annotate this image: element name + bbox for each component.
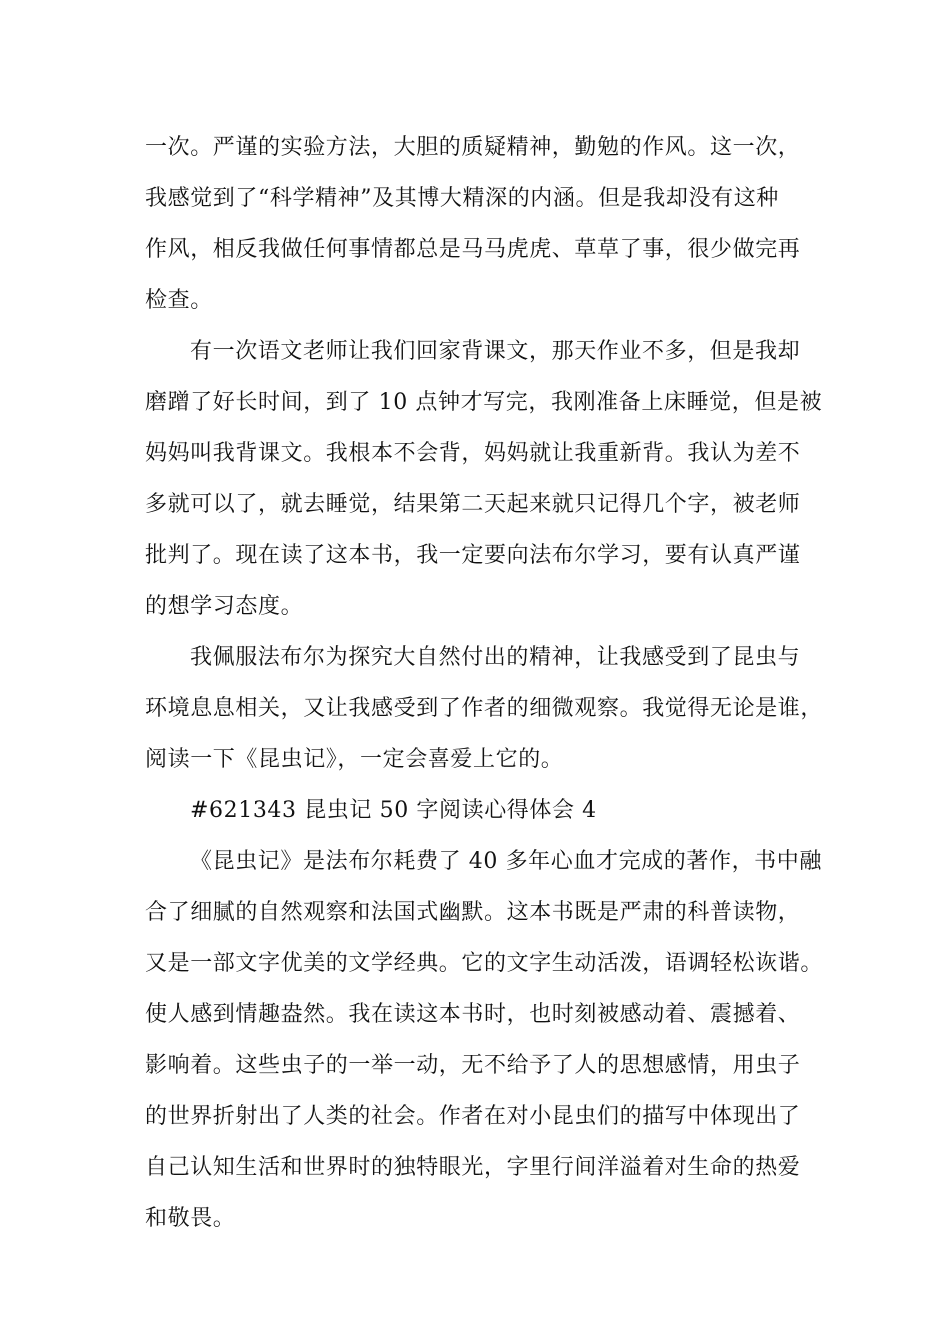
- text-line: 环境息息相关，又让我感受到了作者的细微观察。我觉得无论是谁，: [145, 696, 824, 721]
- text-line: 我感觉到了“科学精神”及其博大精深的内涵。但是我却没有这种: [145, 186, 779, 211]
- text-line: 作风，相反我做任何事情都总是马马虎虎、草草了事，很少做完再: [145, 237, 801, 262]
- paragraph-first-line: 我佩服法布尔为探究大自然付出的精神，让我感受到了昆虫与: [190, 645, 801, 670]
- text-line: 自己认知生活和世界时的独特眼光，字里行间洋溢着对生命的热爱: [145, 1155, 801, 1180]
- paragraph-first-line: 有一次语文老师让我们回家背课文，那天作业不多，但是我却: [190, 339, 801, 364]
- paragraph-first-line: 《昆虫记》是法布尔耗费了 40 多年心血才完成的著作，书中融: [190, 849, 822, 874]
- text-line: 一次。严谨的实验方法，大胆的质疑精神，勤勉的作风。这一次，: [145, 135, 801, 160]
- text-line: 阅读一下《昆虫记》，一定会喜爱上它的。: [145, 747, 564, 772]
- text-line: 影响着。这些虫子的一举一动，无不给予了人的思想感情，用虫子: [145, 1053, 801, 1078]
- text-line: 合了细腻的自然观察和法国式幽默。这本书既是严肃的科普读物，: [145, 900, 801, 925]
- text-line: 的世界折射出了人类的社会。作者在对小昆虫们的描写中体现出了: [145, 1104, 801, 1129]
- text-line: 使人感到情趣盎然。我在读这本书时，也时刻被感动着、震撼着、: [145, 1002, 801, 1027]
- text-line: 的想学习态度。: [145, 594, 304, 619]
- text-line: 妈妈叫我背课文。我根本不会背，妈妈就让我重新背。我认为差不: [145, 441, 801, 466]
- text-line: 又是一部文字优美的文学经典。它的文字生动活泼，语调轻松诙谐。: [145, 951, 824, 976]
- text-line: 多就可以了，就去睡觉，结果第二天起来就只记得几个字，被老师: [145, 492, 801, 517]
- text-line: 和敬畏。: [145, 1206, 236, 1231]
- text-line: 磨蹭了好长时间，到了 10 点钟才写完，我刚准备上床睡觉，但是被: [145, 390, 823, 415]
- text-line: 检查。: [145, 288, 213, 313]
- text-line: 批判了。现在读了这本书，我一定要向法布尔学习，要有认真严谨: [145, 543, 801, 568]
- section-heading: #621343 昆虫记 50 字阅读心得体会 4: [190, 798, 597, 823]
